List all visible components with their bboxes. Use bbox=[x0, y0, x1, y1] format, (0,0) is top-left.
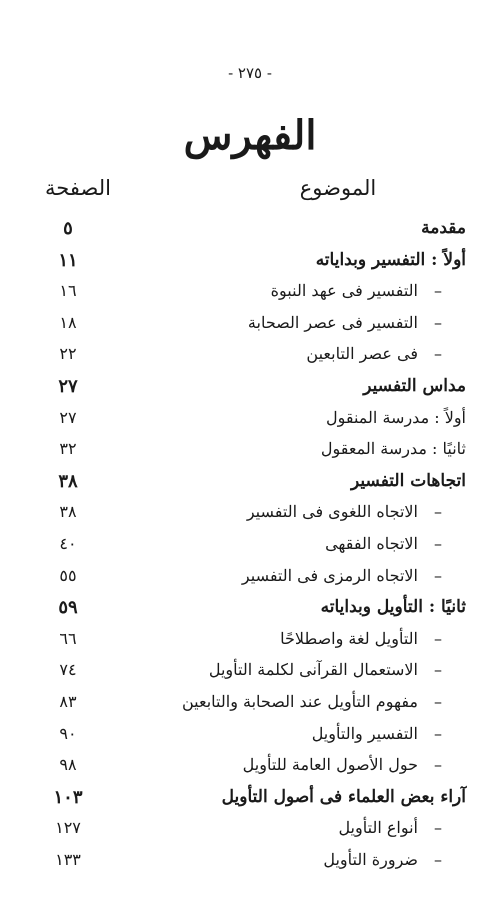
toc-entry bbox=[0, 724, 500, 754]
toc-entry bbox=[0, 471, 500, 501]
toc-entry-page: ١٢٧ bbox=[55, 818, 81, 837]
toc-entry bbox=[0, 629, 500, 659]
toc-entry-title: أولاً : مدرسة المنقول bbox=[325, 408, 466, 427]
toc-entry bbox=[0, 850, 500, 880]
toc-entry-page: ١٨ bbox=[59, 313, 77, 332]
toc-entry-title: الاتجاه الفقهى bbox=[325, 534, 418, 553]
toc-entry-page: ١٦ bbox=[59, 281, 77, 300]
toc-entry-page: ٢٧ bbox=[59, 408, 77, 427]
toc-entry-title: اتجاهات التفسير bbox=[351, 471, 466, 491]
toc-entry-page: ٥٥ bbox=[59, 566, 77, 585]
toc-entry-title: مداس التفسير bbox=[363, 376, 466, 396]
entry-dash: – bbox=[434, 692, 442, 711]
entry-dash: – bbox=[434, 818, 442, 837]
toc-entry-title: التفسير فى عهد النبوة bbox=[270, 281, 418, 300]
toc-entry-title: أولاً : التفسير وبداياته bbox=[315, 250, 466, 270]
toc-entry-page: ٢٧ bbox=[58, 376, 78, 397]
entry-dash: – bbox=[434, 755, 442, 774]
toc-entry-page: ٢٢ bbox=[59, 344, 77, 363]
toc-entry bbox=[0, 439, 500, 469]
entry-dash: – bbox=[434, 629, 442, 648]
toc-entry bbox=[0, 566, 500, 596]
entry-dash: – bbox=[434, 281, 442, 300]
entry-dash: – bbox=[434, 502, 442, 521]
toc-entry-title: الاستعمال القرآنى لكلمة التأويل bbox=[208, 660, 418, 679]
toc-entry bbox=[0, 787, 500, 817]
toc-entry-title: التفسير والتأويل bbox=[311, 724, 418, 743]
toc-entry-title: الاتجاه الرمزى فى التفسير bbox=[241, 566, 418, 585]
toc-entry-page: ٨٣ bbox=[59, 692, 77, 711]
toc-entry bbox=[0, 250, 500, 280]
entry-dash: – bbox=[434, 850, 442, 869]
toc-entry-title: آراء بعض العلماء فى أصول التأويل bbox=[221, 787, 466, 807]
toc-entry bbox=[0, 344, 500, 374]
toc-entry bbox=[0, 502, 500, 532]
entry-dash: – bbox=[434, 534, 442, 553]
toc-entry-page: ٥ bbox=[63, 218, 73, 239]
toc-entry bbox=[0, 692, 500, 722]
entry-dash: – bbox=[434, 566, 442, 585]
toc-entry bbox=[0, 218, 500, 248]
toc-entry bbox=[0, 376, 500, 406]
toc-entry-page: ٣٨ bbox=[58, 471, 78, 492]
toc-entry bbox=[0, 281, 500, 311]
toc-entry-title: التأويل لغة واصطلاحًا bbox=[280, 629, 418, 648]
toc-entry-title: ضرورة التأويل bbox=[323, 850, 418, 869]
toc-entry-page: ٤٠ bbox=[59, 534, 77, 553]
page-title: الفهرس bbox=[183, 112, 317, 159]
toc-entry-title: أنواع التأويل bbox=[338, 818, 418, 837]
toc-entry-page: ٣٢ bbox=[59, 439, 77, 458]
toc-entry bbox=[0, 408, 500, 438]
toc-entry bbox=[0, 597, 500, 627]
toc-entry bbox=[0, 818, 500, 848]
entry-dash: – bbox=[434, 724, 442, 743]
toc-entry-title: التفسير فى عصر الصحابة bbox=[247, 313, 418, 332]
entry-dash: – bbox=[434, 660, 442, 679]
toc-entry-page: ٩٨ bbox=[59, 755, 77, 774]
toc-entry-page: ١٣٣ bbox=[55, 850, 81, 869]
toc-entry-page: ١١ bbox=[58, 250, 78, 271]
toc-entry bbox=[0, 660, 500, 690]
toc-entry bbox=[0, 755, 500, 785]
toc-entry-page: ٥٩ bbox=[58, 597, 78, 618]
toc-entry-title: مقدمة bbox=[421, 218, 466, 238]
entry-dash: – bbox=[434, 344, 442, 363]
toc-entry-page: ٦٦ bbox=[59, 629, 77, 648]
toc-entry-title: مفهوم التأويل عند الصحابة والتابعين bbox=[181, 692, 418, 711]
toc-entry-title: حول الأصول العامة للتأويل bbox=[242, 755, 418, 774]
toc-entry-title: ثانيًا : مدرسة المعقول bbox=[320, 439, 466, 458]
toc-entry bbox=[0, 313, 500, 343]
toc-entry-page: ٣٨ bbox=[59, 502, 77, 521]
toc-entry-page: ١٠٣ bbox=[53, 787, 83, 808]
toc-entry bbox=[0, 534, 500, 564]
page-number: - ٢٧٥ - bbox=[228, 64, 272, 82]
column-header-page: الصفحة bbox=[45, 176, 111, 200]
toc-entry-page: ٧٤ bbox=[59, 660, 77, 679]
toc-entry-title: فى عصر التابعين bbox=[306, 344, 418, 363]
toc-entry-title: الاتجاه اللغوى فى التفسير bbox=[246, 502, 418, 521]
column-header-topic: الموضوع bbox=[299, 176, 377, 200]
toc-entry-title: ثانيًا : التأويل وبداياته bbox=[320, 597, 466, 617]
entry-dash: – bbox=[434, 313, 442, 332]
toc-entry-page: ٩٠ bbox=[59, 724, 77, 743]
